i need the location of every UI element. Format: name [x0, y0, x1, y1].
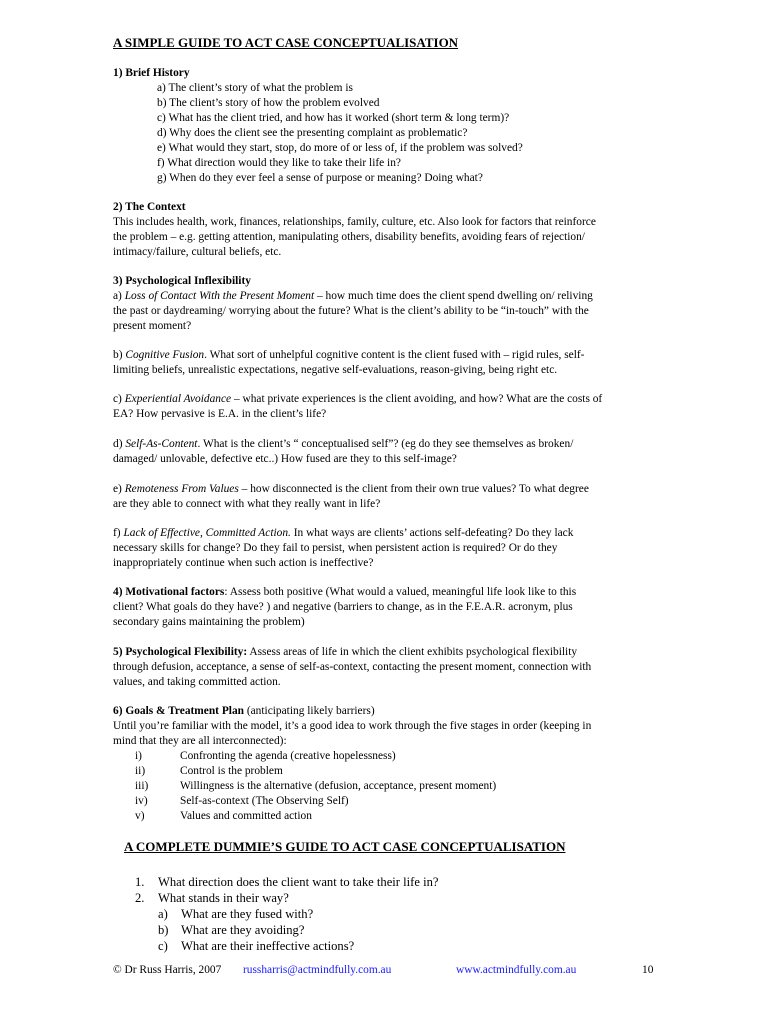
section-5	[113, 645, 591, 690]
list-item: What stands in their way?	[158, 891, 289, 905]
dummies-sub-numbers	[158, 906, 169, 954]
list-number: 1.	[135, 875, 145, 889]
item-prefix: b)	[113, 349, 126, 361]
footer-email-link[interactable]: russharris@actmindfully.com.au	[243, 964, 392, 976]
sub-list-number: a)	[158, 907, 168, 921]
section-5-text: Assess areas of life in which the client exhibits psychological flexibility	[247, 646, 578, 658]
item-prefix: e)	[113, 483, 125, 495]
sub-list-item: What are their ineffective actions?	[181, 939, 355, 953]
section-1-list	[157, 81, 523, 186]
sub-list-item: What are they fused with?	[181, 907, 314, 921]
list-item: b) The client’s story of how the problem evolved	[157, 97, 380, 109]
dummies-list	[158, 874, 438, 906]
stage-number: ii)	[135, 765, 146, 777]
item-term: Self-As-Content	[125, 438, 198, 450]
list-item: d) Why does the client see the presenting complaint as problematic?	[157, 127, 468, 139]
paragraph-line: damaged/ unlovable, defective etc..) How fused are they to this self-image?	[113, 453, 457, 465]
stage-text: Self-as-context (The Observing Self)	[180, 795, 349, 807]
stage-number: iv)	[135, 795, 148, 807]
item-prefix: c)	[113, 393, 125, 405]
page-title: A SIMPLE GUIDE TO ACT CASE CONCEPTUALISATION	[113, 35, 459, 50]
item-term: Cognitive Fusion	[125, 349, 205, 361]
item-text: – what private experiences is the client avoiding, and how? What are the costs of	[231, 393, 603, 405]
item-prefix: f)	[113, 527, 124, 539]
item-text: – how much time does the client spend dwelling on/ reliving	[314, 290, 593, 302]
item-term: Lack of Effective, Committed Action.	[123, 527, 291, 539]
inflexibility-item-b	[113, 348, 584, 378]
section-4-heading: 4) Motivational factors	[113, 586, 225, 598]
paragraph-line: Until you’re familiar with the model, it’s a good idea to work through the five stages in order (keeping in	[113, 720, 592, 732]
section-6-text: (anticipating likely barriers)	[243, 705, 375, 717]
sub-list-item: What are they avoiding?	[181, 923, 305, 937]
section-title-dummies: A COMPLETE DUMMIE’S GUIDE TO ACT CASE CONCEPTUALISATION	[124, 839, 566, 854]
paragraph-line: This includes health, work, finances, relationships, family, culture, etc. Also look for factors that reinforce	[113, 216, 596, 228]
list-number: 2.	[135, 891, 145, 905]
stage-number: v)	[135, 810, 145, 822]
paragraph-line: present moment?	[113, 320, 192, 332]
list-item: g) When do they ever feel a sense of purpose or meaning? Doing what?	[157, 172, 483, 184]
paragraph-line: limiting beliefs, unrealistic expectations, negative self-evaluations, reason-giving, being right etc.	[113, 364, 558, 376]
stage-text: Values and committed action	[180, 810, 312, 822]
paragraph-line: mind that they are all interconnected):	[113, 735, 287, 747]
paragraph-line: necessary skills for change? Do they fail to persist, when persistent action is required? Or do they	[113, 542, 558, 554]
list-item: f) What direction would they like to take their life in?	[157, 157, 401, 169]
list-item: c) What has the client tried, and how has it worked (short term & long term)?	[157, 112, 510, 124]
inflexibility-item-a	[113, 289, 593, 334]
list-item: a) The client’s story of what the problem is	[157, 82, 353, 94]
item-text: – how disconnected is the client from their own true values? To what degree	[238, 483, 589, 495]
inflexibility-item-f	[113, 526, 573, 571]
stage-number: iii)	[135, 780, 149, 792]
paragraph-line: secondary gains maintaining the problem)	[113, 616, 305, 628]
footer-copyright: © Dr Russ Harris, 2007	[113, 964, 222, 976]
item-term: Experiential Avoidance	[124, 393, 232, 405]
paragraph-line: EA? How pervasive is E.A. in the client’s life?	[113, 408, 327, 420]
section-4-text: : Assess both positive (What would a valued, meaningful life look like to this	[224, 586, 577, 598]
list-item: What direction does the client want to take their life in?	[158, 875, 439, 889]
inflexibility-item-c	[113, 392, 602, 422]
sub-list-number: c)	[158, 939, 168, 953]
paragraph-line: the past or daydreaming/ worrying about the future? What is the client’s ability to be “in-touch” with the	[113, 305, 589, 317]
item-text: . What is the client’s “ conceptualised self”? (eg do they see themselves as broken/	[197, 438, 574, 450]
footer-website-link[interactable]: www.actmindfully.com.au	[456, 964, 577, 976]
paragraph-line: client? What goals do they have? ) and negative (barriers to change, as in the F.E.A.R. acronym, plus	[113, 601, 573, 613]
section-5-heading: 5) Psychological Flexibility:	[113, 646, 248, 658]
section-1-heading: 1) Brief History	[113, 67, 190, 79]
paragraph-line: values, and taking committed action.	[113, 676, 281, 688]
item-text: In what ways are clients’ actions self-defeating? Do they lack	[290, 527, 574, 539]
item-prefix: a)	[113, 290, 125, 302]
stage-number: i)	[135, 750, 142, 762]
paragraph-line: inappropriately continue when such action is ineffective?	[113, 557, 374, 569]
item-prefix: d)	[113, 438, 126, 450]
stage-text: Willingness is the alternative (defusion, acceptance, present moment)	[180, 780, 497, 792]
dummies-sub-list	[181, 906, 354, 954]
list-item: e) What would they start, stop, do more of or less of, if the problem was solved?	[157, 142, 523, 154]
stages-numbers	[135, 749, 148, 824]
item-term: Remoteness From Values	[124, 483, 239, 495]
stages-text	[180, 749, 496, 824]
section-3-heading: 3) Psychological Inflexibility	[113, 275, 251, 287]
stage-text: Control is the problem	[180, 765, 283, 777]
item-term: Loss of Contact With the Present Moment	[124, 290, 315, 302]
inflexibility-item-d	[113, 437, 573, 467]
sub-list-number: b)	[158, 923, 169, 937]
stage-text: Confronting the agenda (creative hopelessness)	[180, 750, 396, 762]
paragraph-line: through defusion, acceptance, a sense of self-as-context, contacting the present moment, connection with	[113, 661, 592, 673]
inflexibility-item-e	[113, 482, 589, 512]
paragraph-line: intimacy/failure, cultural beliefs, etc.	[113, 246, 282, 258]
page-number: 10	[642, 964, 654, 976]
section-6	[113, 704, 591, 749]
section-2-heading: 2) The Context	[113, 201, 186, 213]
item-text: . What sort of unhelpful cognitive content is the client fused with – rigid rules, self-	[204, 349, 585, 361]
paragraph-line: are they able to connect with what they really want in life?	[113, 498, 381, 510]
dummies-numbers	[135, 874, 144, 906]
section-2-body	[113, 215, 596, 260]
section-6-heading: 6) Goals & Treatment Plan	[113, 705, 244, 717]
section-4	[113, 585, 576, 630]
paragraph-line: the problem – e.g. getting attention, manipulating others, disability benefits, avoiding fears of rejection/	[113, 231, 585, 243]
